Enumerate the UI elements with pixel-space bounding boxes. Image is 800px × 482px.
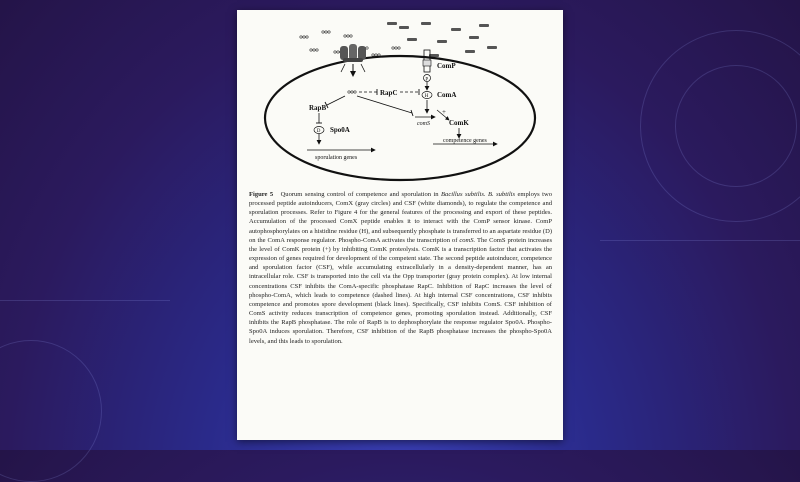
background-ring-right-inner	[675, 65, 797, 187]
rapc-label: RapC	[380, 89, 398, 97]
csf-internal	[348, 91, 356, 93]
opp-transporter-icon	[340, 44, 366, 62]
comp-label: ComP	[437, 62, 456, 70]
comp-receptor-icon	[423, 50, 431, 72]
quorum-sensing-diagram	[237, 10, 563, 190]
caption-organism-abbrev: B. subtilis	[488, 191, 516, 198]
plus-sign: +	[442, 108, 446, 116]
aspartate-badge: D	[316, 129, 321, 134]
spo0a-label: Spo0A	[330, 126, 350, 134]
cell-membrane	[265, 56, 535, 180]
coms-label: comS	[417, 121, 430, 127]
caption-text-1: employs two processed peptide autoinducers, ComX (gray circles) and CSF (white diamonds), to regulate the competence and sporulation processes. Refer to Figure 4 for the general features of the processing and export of these peptides. Accumulation of the processed ComX peptide enables it to interact with the ComP sensor kinase. ComP autophosphorylates on a histidine residue (H), and subsequently phosphate is transferred to an aspartate residue (D) on the ComA response regulator. Phospho-ComA activates the transcription of	[249, 191, 552, 244]
caption-text-2: The ComS protein increases the level of ComK protein (+) by inhibiting ComK proteolysis. ComK is a transcription factor that activates the expression of genes required for development of the competent state. The second peptide autoinducer, competence and sporulation factor (CSF), while accumulating extracellularly in a density-dependent manner, has an intracellular role. CSF is transported into the cell via the Opp transporter (gray protein complex). At low internal concentrations CSF inhibits the ComA-specific phosphatase RapC. Inhibition of RapC increases the level of phospho-ComA, which leads to competence (dashed lines). At high internal CSF concentrations, CSF inhibits competence and promotes spore development (black lines). Specifically, CSF inhibits ComS. CSF inhibition of ComS activity reduces transcription of competence genes, promoting sporulation instead. Additionally, CSF inhibits the RapB phosphatase. The role of RapB is to dephosphorylate the response regulator Spo0A. Phospho-Spo0A induces sporulation. Therefore, CSF inhibition of the RapB phosphatase increases the phospho-Spo0A levels, and this leads to sporulation.	[249, 236, 552, 345]
caption-title: Quorum sensing control of competence and sporulation in	[280, 191, 439, 198]
rapb-label: RapB	[309, 104, 327, 112]
background-line-2	[0, 300, 170, 301]
background-line	[600, 240, 800, 241]
figure-caption	[249, 190, 552, 346]
competence-genes-label: competence genes	[443, 138, 487, 144]
coma-label: ComA	[437, 91, 457, 99]
histidine-badge: H	[424, 94, 429, 99]
comk-label: ComK	[449, 119, 469, 127]
caption-coms: comS.	[459, 236, 476, 244]
caption-organism: Bacillus subtilis.	[441, 191, 486, 198]
background-ring-left	[0, 340, 102, 482]
caption-label: Figure 5	[249, 191, 274, 198]
comx-peptides	[387, 22, 497, 57]
figure-page	[237, 10, 563, 440]
phosphate-badge: P	[425, 77, 429, 83]
sporulation-genes-label: sporulation genes	[315, 155, 358, 161]
